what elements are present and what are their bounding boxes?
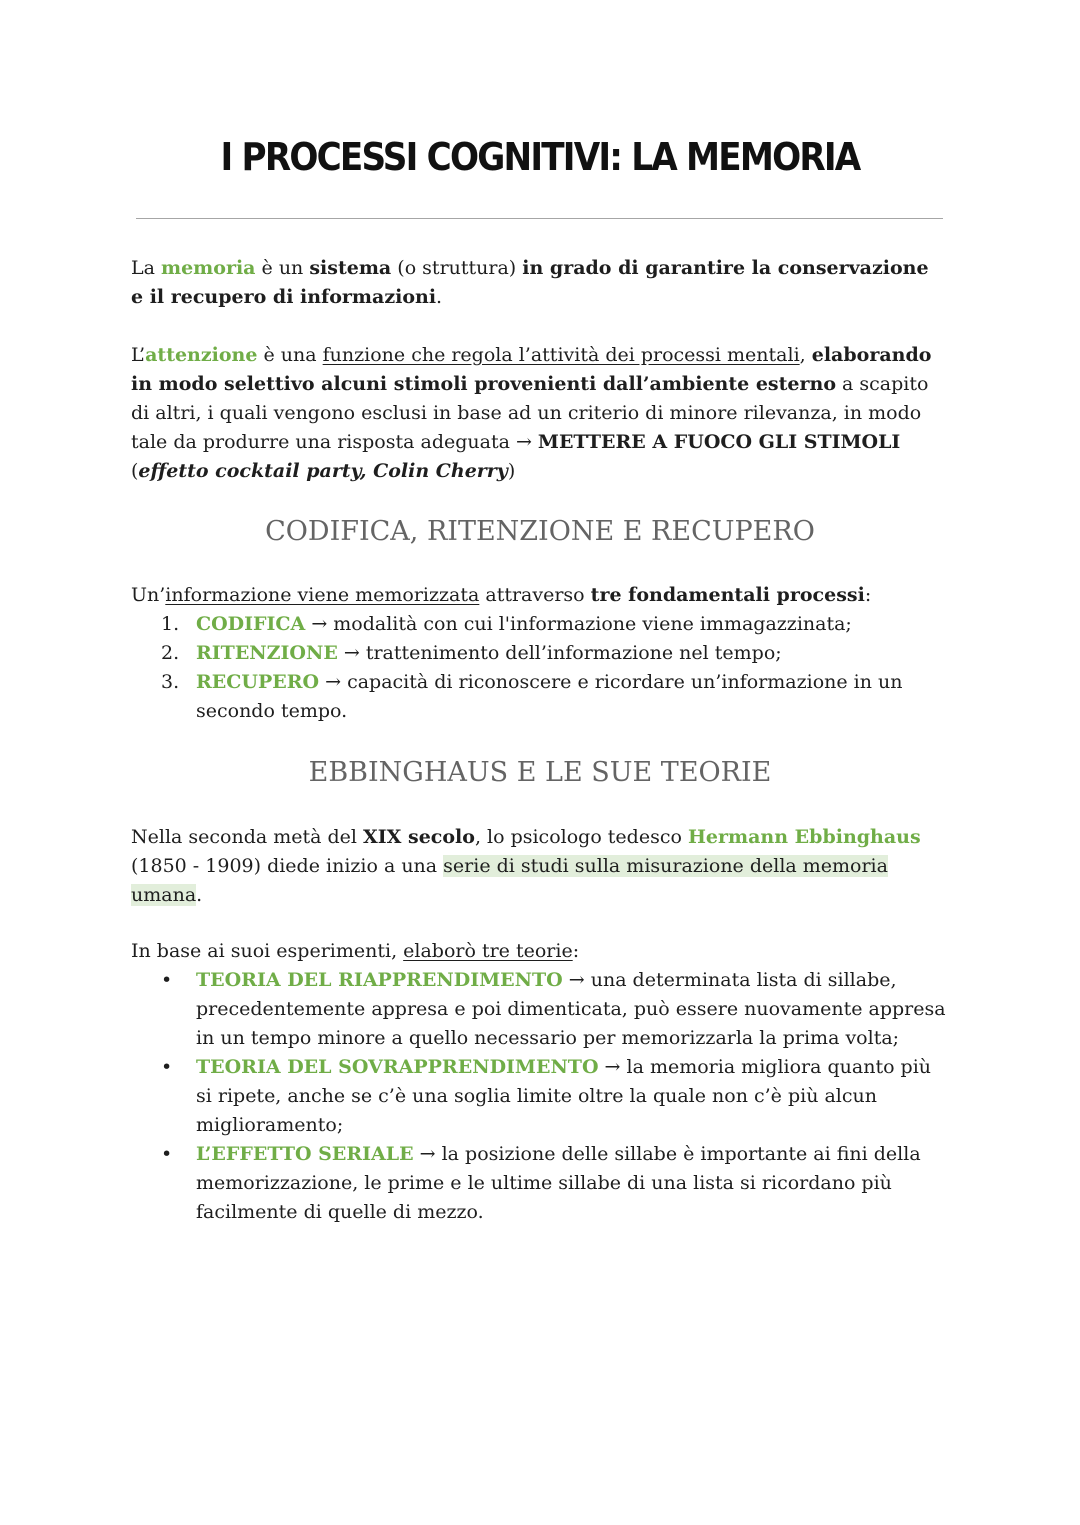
list-number: 3. bbox=[161, 671, 180, 693]
text-run: : bbox=[864, 584, 872, 606]
list-text: → modalità con cui l'informazione viene immagazzinata; bbox=[305, 613, 852, 635]
text-run: attraverso bbox=[479, 584, 591, 606]
list-item bbox=[131, 1053, 946, 1140]
list-term: L’EFFETTO SERIALE bbox=[196, 1143, 414, 1165]
list-text: → trattenimento dell’informazione nel tempo; bbox=[337, 642, 782, 664]
list-text: → la memoria migliora quanto più si ripete, anche se c’è una soglia limite oltre la quale non c’è più alcun miglioramento; bbox=[196, 1056, 932, 1136]
list-number: 1. bbox=[161, 613, 180, 635]
bold-definition: in grado di garantire la conservazione e il recupero di informazioni bbox=[131, 257, 929, 308]
text-run: è una bbox=[257, 344, 323, 366]
bullet-icon: • bbox=[161, 1143, 173, 1165]
text-run: è un bbox=[255, 257, 310, 279]
paragraph-memoria-definition bbox=[131, 254, 946, 312]
paragraph-attenzione-definition bbox=[131, 341, 946, 486]
list-number: 2. bbox=[161, 642, 180, 664]
section-heading-codifica: CODIFICA, RITENZIONE E RECUPERO bbox=[265, 516, 815, 547]
highlighted-phrase: serie di studi sulla misurazione della memoria umana bbox=[131, 855, 888, 906]
text-run: Nella seconda metà del bbox=[131, 826, 364, 848]
text-run: In base ai suoi esperimenti, bbox=[131, 940, 404, 962]
text-run: : bbox=[572, 940, 580, 962]
paragraph-ebbinghaus bbox=[131, 823, 946, 910]
list-item bbox=[131, 610, 946, 639]
section-teorie-body bbox=[131, 937, 946, 1227]
bullet-icon: • bbox=[161, 969, 173, 991]
text-run: ( bbox=[131, 460, 139, 482]
text-run: . bbox=[436, 286, 443, 308]
text-run: (o struttura) bbox=[391, 257, 523, 279]
list-term: RECUPERO bbox=[196, 671, 320, 693]
bullet-icon: • bbox=[161, 1056, 173, 1078]
underlined-phrase: elaborò tre teorie bbox=[403, 940, 573, 962]
text-run: L’ bbox=[131, 344, 146, 366]
text-run: (1850 - 1909) diede inizio a una bbox=[131, 855, 444, 877]
underlined-phrase: informazione viene memorizzata bbox=[165, 584, 480, 606]
italic-reference: effetto cocktail party, Colin Cherry bbox=[138, 460, 508, 482]
bullet-list bbox=[131, 966, 946, 1227]
list-term: TEORIA DEL SOVRAPPRENDIMENTO bbox=[196, 1056, 599, 1078]
intro-line bbox=[131, 937, 946, 966]
list-text: → una determinata lista di sillabe, precedentemente appresa e poi dimenticata, può essere nuovamente appresa in un tempo minore a quello necessario per memorizzarla la prima volta; bbox=[196, 969, 946, 1049]
name-ebbinghaus: Hermann Ebbinghaus bbox=[687, 826, 921, 848]
bold-caps-phrase: METTERE A FUOCO GLI STIMOLI bbox=[537, 431, 901, 453]
term-sistema: sistema bbox=[309, 257, 392, 279]
underlined-phrase: funzione che regola l’attività dei processi mentali bbox=[322, 344, 800, 366]
numbered-list bbox=[131, 610, 946, 726]
bold-phrase: XIX secolo bbox=[363, 826, 475, 848]
list-text: → la posizione delle sillabe è importante ai fini della memorizzazione, le prime e le ultime sillabe di una lista si ricordano più facilmente di quelle di mezzo. bbox=[196, 1143, 921, 1223]
section-codifica-body bbox=[131, 581, 946, 726]
section-heading-ebbinghaus: EBBINGHAUS E LE SUE TEORIE bbox=[308, 757, 772, 788]
text-run: La bbox=[131, 257, 161, 279]
term-attenzione: attenzione bbox=[145, 344, 258, 366]
list-item bbox=[131, 1140, 946, 1227]
intro-line bbox=[131, 581, 946, 610]
text-run: ) bbox=[507, 460, 516, 482]
list-term: CODIFICA bbox=[196, 613, 306, 635]
text-run: a scapito di altri, i quali vengono esclusi in base ad un criterio di minore rilevanza, in modo tale da produrre una risposta adeguata → bbox=[131, 373, 929, 453]
list-item bbox=[131, 668, 946, 726]
list-item bbox=[131, 966, 946, 1053]
text-run: Un’ bbox=[131, 584, 166, 606]
term-memoria: memoria bbox=[160, 257, 256, 279]
title-divider bbox=[136, 218, 943, 219]
text-run: , bbox=[799, 344, 812, 366]
list-text: → capacità di riconoscere e ricordare un’informazione in un secondo tempo. bbox=[196, 671, 903, 722]
bold-phrase: tre fondamentali processi bbox=[590, 584, 865, 606]
text-run: , lo psicologo tedesco bbox=[474, 826, 688, 848]
bold-phrase: elaborando in modo selettivo alcuni stimoli provenienti dall’ambiente esterno bbox=[131, 344, 932, 395]
list-term: TEORIA DEL RIAPPRENDIMENTO bbox=[196, 969, 563, 991]
text-run: . bbox=[196, 884, 203, 906]
list-term: RITENZIONE bbox=[196, 642, 338, 664]
page-title: I PROCESSI COGNITIVI: LA MEMORIA bbox=[220, 135, 860, 179]
list-item bbox=[131, 639, 946, 668]
